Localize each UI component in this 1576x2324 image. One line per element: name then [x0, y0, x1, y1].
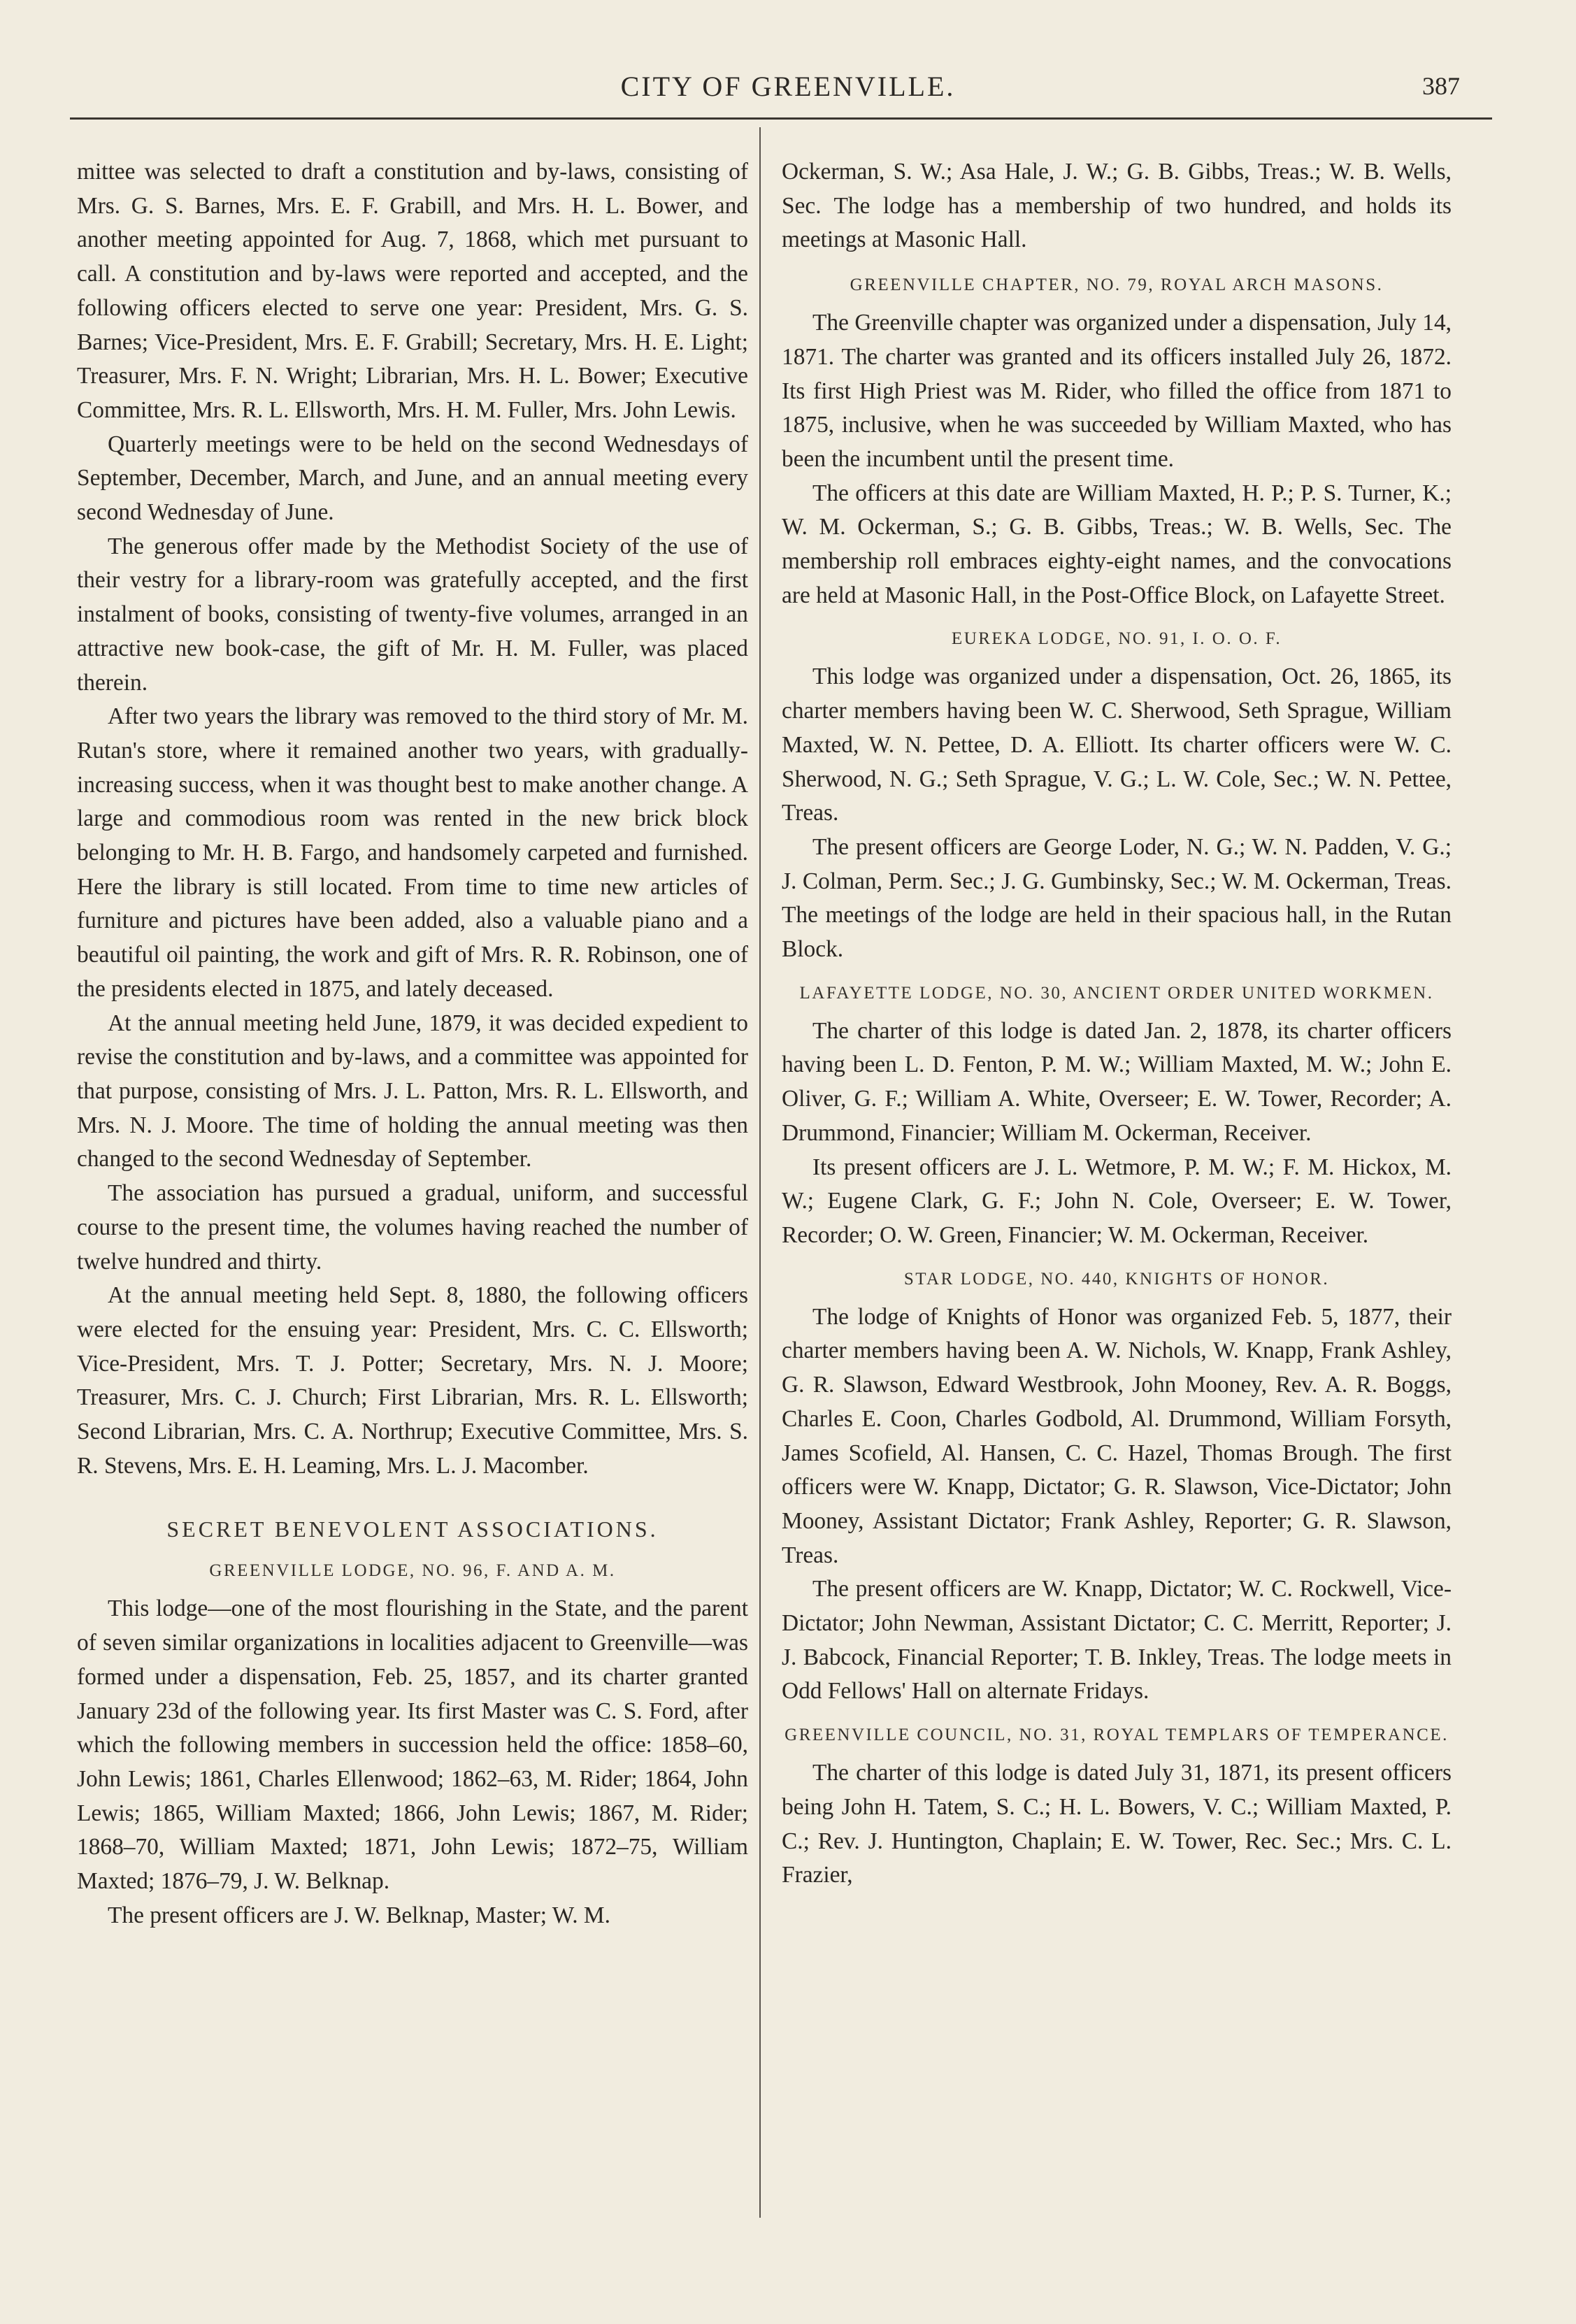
page-number: 387 [1422, 72, 1460, 100]
paragraph: Its present officers are J. L. Wetmore, P. M. W.; F. M. Hickox, M. W.; Eugene Clark, G. F.; John N. Cole, Overseer; E. W. Tower, Recorder; O. W. Green, Financier; W. M. Ockerman, Receiver. [782, 1154, 1452, 1248]
right-column [782, 155, 1452, 2225]
subsection-heading: GREENVILLE CHAPTER, NO. 79, ROYAL ARCH MASONS. [850, 275, 1384, 295]
left-column [77, 155, 748, 2225]
section-heading: SECRET BENEVOLENT ASSOCIATIONS. [166, 1516, 659, 1542]
running-title: CITY OF GREENVILLE. [620, 71, 956, 102]
paragraph: At the annual meeting held Sept. 8, 1880, the following officers were elected for the ensuing year: President, Mrs. C. C. Ellsworth; Vice-President, Mrs. T. J. Potter; Secretary, Mrs. N. J. Moore; Treasurer, Mrs. C. J. Church; First Librarian, Mrs. R. L. Ellsworth; Second Librarian, Mrs. C. A. Northrup; Executive Committee, Mrs. S. R. Stevens, Mrs. E. H. Leaming, Mrs. L. J. Macomber. [77, 1282, 748, 1479]
subsection-heading: GREENVILLE LODGE, NO. 96, F. AND A. M. [209, 1561, 616, 1581]
running-header [0, 70, 1576, 112]
paragraph: mittee was selected to draft a constitution and by-laws, consisting of Mrs. G. S. Barnes, Mrs. E. F. Grabill, and Mrs. H. L. Bower, and another meeting appointed for Aug. 7, 1868, which met pursuant to call. A constitution and by-laws were reported and accepted, and the following officers elected to serve one year: President, Mrs. G. S. Barnes; Vice-President, Mrs. E. F. Grabill; Secretary, Mrs. H. E. Light; Treasurer, Mrs. F. N. Wright; Librarian, Mrs. H. L. Bower; Executive Committee, Mrs. R. L. Ellsworth, Mrs. H. M. Fuller, Mrs. John Lewis. [77, 159, 748, 423]
paragraph: Ockerman, S. W.; Asa Hale, J. W.; G. B. Gibbs, Treas.; W. B. Wells, Sec. The lodge has a membership of two hundred, and holds its meetings at Masonic Hall. [782, 159, 1452, 253]
paragraph: The generous offer made by the Methodist Society of the use of their vestry for a library-room was gratefully accepted, and the first instalment of books, consisting of twenty-five volumes, arranged in an attractive new book-case, the gift of Mr. H. M. Fuller, was placed therein. [77, 533, 748, 696]
paragraph: The Greenville chapter was organized under a dispensation, July 14, 1871. The charter was granted and its officers installed July 26, 1872. Its first High Priest was M. Rider, who filled the office from 1871 to 1875, inclusive, when he was succeeded by William Maxted, who has been the incumbent until the present time. [782, 310, 1452, 472]
subsection-heading: GREENVILLE COUNCIL, NO. 31, ROYAL TEMPLARS OF TEMPERANCE. [785, 1726, 1449, 1745]
header-rule [70, 117, 1492, 120]
paragraph: The association has pursued a gradual, uniform, and successful course to the present time, the volumes having reached the number of twelve hundred and thirty. [77, 1180, 748, 1275]
paragraph: The charter of this lodge is dated Jan. 2, 1878, its charter officers having been L. D. Fenton, P. M. W.; William Maxted, M. W.; John E. Oliver, G. F.; William A. White, Overseer; E. W. Tower, Recorder; A. Drummond, Financier; William M. Ockerman, Receiver. [782, 1017, 1452, 1146]
column-divider [759, 127, 761, 2218]
paragraph: The present officers are J. W. Belknap, Master; W. M. [108, 1902, 610, 1928]
paragraph: The charter of this lodge is dated July 31, 1871, its present officers being John H. Tatem, S. C.; H. L. Bowers, V. C.; William Maxted, P. C.; Rev. J. Huntington, Chaplain; E. W. Tower, Rec. Sec.; Mrs. C. L. Frazier, [782, 1760, 1452, 1888]
paragraph: The present officers are W. Knapp, Dictator; W. C. Rockwell, Vice-Dictator; John Newman, Assistant Dictator; C. C. Merritt, Reporter; J. J. Babcock, Financial Reporter; T. B. Inkley, Treas. The lodge meets in Odd Fellows' Hall on alternate Fridays. [782, 1576, 1452, 1705]
paragraph: The officers at this date are William Maxted, H. P.; P. S. Turner, K.; W. M. Ockerman, S.; G. B. Gibbs, Treas.; W. B. Wells, Sec. The membership roll embraces eighty-eight names, and the convocations are held at Masonic Hall, in the Post-Office Block, on Lafayette Street. [782, 480, 1452, 608]
paragraph: Quarterly meetings were to be held on the second Wednesdays of September, December, March, and June, and an annual meeting every second Wednesday of June. [77, 431, 748, 526]
paragraph: The lodge of Knights of Honor was organized Feb. 5, 1877, their charter members having been A. W. Nichols, W. Knapp, Frank Ashley, G. R. Slawson, Edward Westbrook, John Mooney, Rev. A. R. Boggs, Charles E. Coon, Charles Godbold, Al. Drummond, William Forsyth, James Scofield, Al. Hansen, C. C. Hazel, Thomas Brough. The first officers were W. Knapp, Dictator; G. R. Slawson, Vice-Dictator; John Mooney, Assistant Dictator; Frank Ashley, Reporter; G. R. Slawson, Treas. [782, 1303, 1452, 1568]
subsection-heading: STAR LODGE, NO. 440, KNIGHTS OF HONOR. [903, 1269, 1330, 1289]
paragraph: This lodge was organized under a dispensation, Oct. 26, 1865, its charter members having been W. C. Sherwood, Seth Sprague, William Maxted, W. N. Pettee, D. A. Elliott. Its charter officers were W. C. Sherwood, N. G.; Seth Sprague, V. G.; L. W. Cole, Sec.; W. N. Pettee, Treas. [782, 664, 1452, 826]
paragraph: This lodge—one of the most flourishing in the State, and the parent of seven similar organizations in localities adjacent to Greenville—was formed under a dispensation, Feb. 25, 1857, and its charter granted January 23d of the following year. Its first Master was C. S. Ford, after which the following members in succession held the office: 1858–60, John Lewis; 1861, Charles Ellenwood; 1862–63, M. Rider; 1864, John Lewis; 1865, William Maxted; 1866, John Lewis; 1867, M. Rider; 1868–70, William Maxted; 1871, John Lewis; 1872–75, William Maxted; 1876–79, J. W. Belknap. [77, 1595, 748, 1895]
paragraph: The present officers are George Loder, N. G.; W. N. Padden, V. G.; J. Colman, Perm. Sec.; J. G. Gumbinsky, Sec.; W. M. Ockerman, Treas. The meetings of the lodge are held in their spacious hall, in the Rutan Block. [782, 833, 1452, 963]
paragraph: After two years the library was removed to the third story of Mr. M. Rutan's store, where it remained another two years, with gradually-increasing success, when it was thought best to make another change. A large and commodious room was rented in the new brick block belonging to Mr. H. B. Fargo, and handsomely carpeted and furnished. Here the library is still located. From time to time new articles of furniture and pictures have been added, also a valuable piano and a beautiful oil painting, the work and gift of Mrs. R. R. Robinson, one of the presidents elected in 1875, and lately deceased. [77, 703, 748, 1002]
subsection-heading: LAFAYETTE LODGE, NO. 30, ANCIENT ORDER UNITED WORKMEN. [799, 983, 1434, 1003]
subsection-heading: EUREKA LODGE, NO. 91, I. O. O. F. [951, 629, 1282, 649]
paragraph: At the annual meeting held June, 1879, it was decided expedient to revise the constitution and by-laws, and a committee was appointed for that purpose, consisting of Mrs. J. L. Patton, Mrs. R. L. Ellsworth, and Mrs. N. J. Moore. The time of holding the annual meeting was then changed to the second Wednesday of September. [77, 1010, 748, 1172]
